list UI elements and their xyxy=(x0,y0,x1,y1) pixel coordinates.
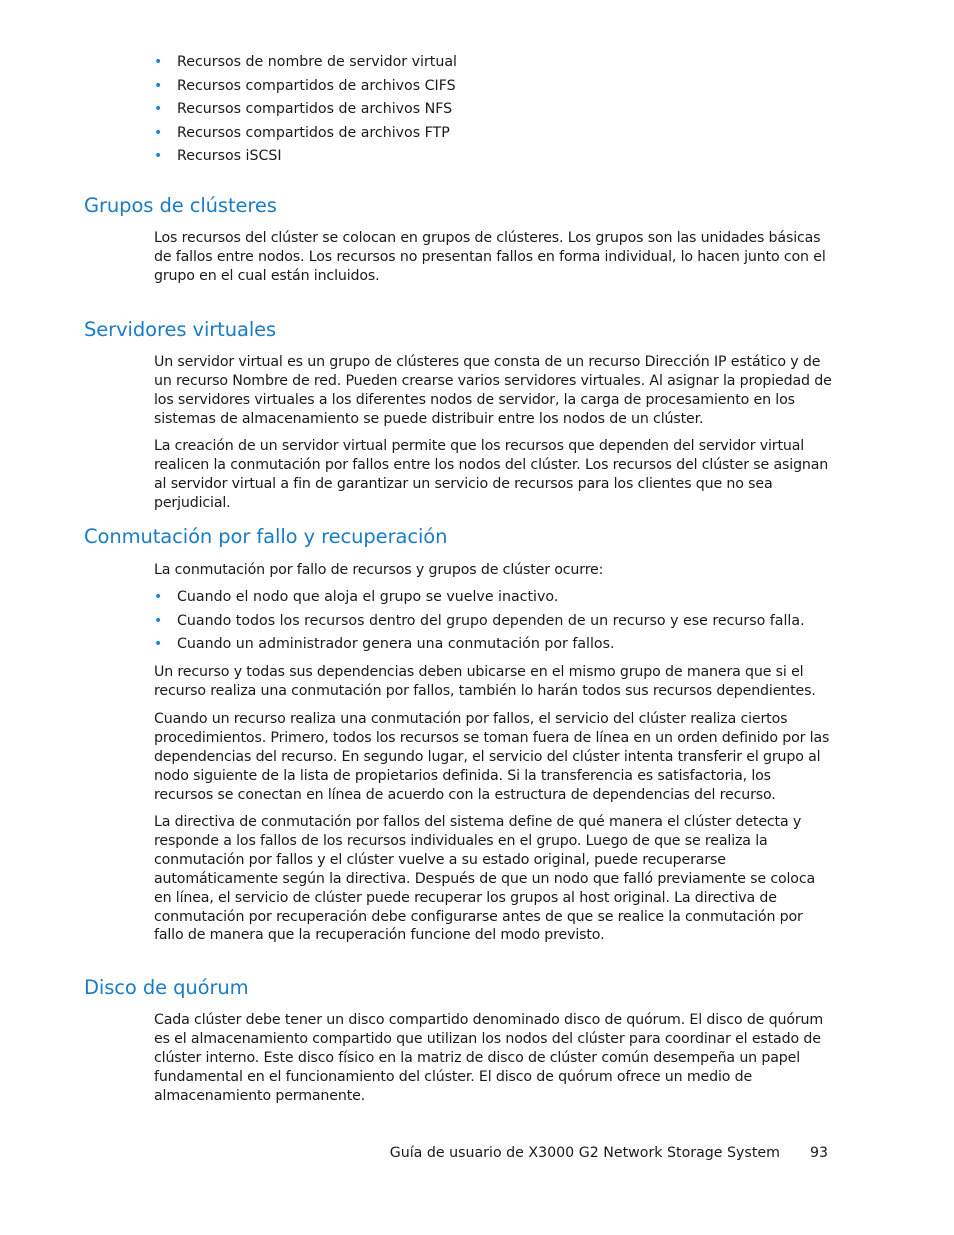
bullet-icon: • xyxy=(154,589,163,605)
section-heading-servidores: Servidores virtuales xyxy=(84,318,277,341)
failover-conditions-list xyxy=(154,586,834,657)
list-item: • Recursos de nombre de servidor virtual xyxy=(154,51,834,75)
section-heading-conmutacion: Conmutación por fallo y recuperación xyxy=(84,525,448,548)
paragraph: La directiva de conmutación por fallos del sistema define de qué manera el clúster detecta y responde a los fallos de los recursos individuales en el grupo. Luego de que se realiza la conmutación por fallos y el clúster vuelve a su estado original, puede recuperarse automáticamente según la directiva. Después de que un nodo que falló previamente se coloca en línea, el servicio de clúster puede recuperar los grupos al host original. La directiva de conmutación por recuperación debe configurarse antes de que se realice la conmutación por fallo de manera que la recuperación funcione del modo previsto. xyxy=(154,814,816,944)
list-item: • Recursos compartidos de archivos CIFS xyxy=(154,75,834,99)
resource-type-list xyxy=(154,51,834,169)
paragraph: Un recurso y todas sus dependencias deben ubicarse en el mismo grupo de manera que si el recurso realiza una conmutación por fallos, también lo harán todos sus recursos dependientes. xyxy=(154,664,816,699)
bullet-icon: • xyxy=(154,54,163,70)
paragraph: Los recursos del clúster se colocan en grupos de clústeres. Los grupos son las unidades básicas de fallos entre nodos. Los recursos no presentan fallos en forma individual, lo hacen junto con el grupo en el cual están incluidos. xyxy=(154,230,826,284)
list-item: • Cuando todos los recursos dentro del grupo dependen de un recurso y ese recurso falla. xyxy=(154,610,834,634)
section-heading-quorum: Disco de quórum xyxy=(84,976,249,999)
section-heading-grupos: Grupos de clústeres xyxy=(84,194,277,217)
paragraph: Cuando un recurso realiza una conmutación por fallos, el servicio del clúster realiza ciertos procedimientos. Primero, todos los recursos se toman fuera de línea en un orden definido por las dependencias del recurso. En segundo lugar, el servicio del clúster intenta transferir el grupo al nodo siguiente de la lista de propietarios definida. Si la transferencia es satisfactoria, los recursos se conectan en línea de acuerdo con la estructura de dependencias del recurso. xyxy=(154,711,830,803)
bullet-icon: • xyxy=(154,636,163,652)
bullet-icon: • xyxy=(154,612,163,629)
paragraph: La conmutación por fallo de recursos y grupos de clúster ocurre: xyxy=(154,562,604,578)
list-item: • Recursos iSCSI xyxy=(154,145,834,169)
list-item: • Recursos compartidos de archivos FTP xyxy=(154,122,834,146)
paragraph: Cada clúster debe tener un disco compartido denominado disco de quórum. El disco de quórum es el almacenamiento compartido que utilizan los nodos del clúster para coordinar el estado de clúster interno. Este disco físico en la matriz de disco de clúster común desempeña un papel fundamental en el funcionamiento del clúster. El disco de quórum ofrece un medio de almacenamiento permanente. xyxy=(154,1012,824,1104)
bullet-icon: • xyxy=(154,148,163,164)
list-item: • Cuando el nodo que aloja el grupo se vuelve inactivo. xyxy=(154,586,834,610)
footer-title: Guía de usuario de X3000 G2 Network Storage System xyxy=(389,1145,780,1161)
list-item: • Recursos compartidos de archivos NFS xyxy=(154,98,834,122)
page-number: 93 xyxy=(809,1145,828,1161)
bullet-icon: • xyxy=(154,101,163,117)
paragraph: Un servidor virtual es un grupo de clústeres que consta de un recurso Dirección IP estático y de un recurso Nombre de red. Pueden crearse varios servidores virtuales. Al asignar la propiedad de los servidores virtuales a los diferentes nodos de servidor, la carga de procesamiento en los sistemas de almacenamiento se puede distribuir entre los nodos de un clúster. xyxy=(154,354,832,427)
list-item: • Cuando un administrador genera una conmutación por fallos. xyxy=(154,633,834,657)
bullet-icon: • xyxy=(154,77,163,94)
bullet-icon: • xyxy=(154,124,163,141)
page-footer xyxy=(0,1145,828,1161)
paragraph: La creación de un servidor virtual permite que los recursos que dependen del servidor virtual realicen la conmutación por fallos entre los nodos del clúster. Los recursos del clúster se asignan al servidor virtual a fin de garantizar un servicio de recursos para los clientes que no sea perjudicial. xyxy=(154,438,829,511)
